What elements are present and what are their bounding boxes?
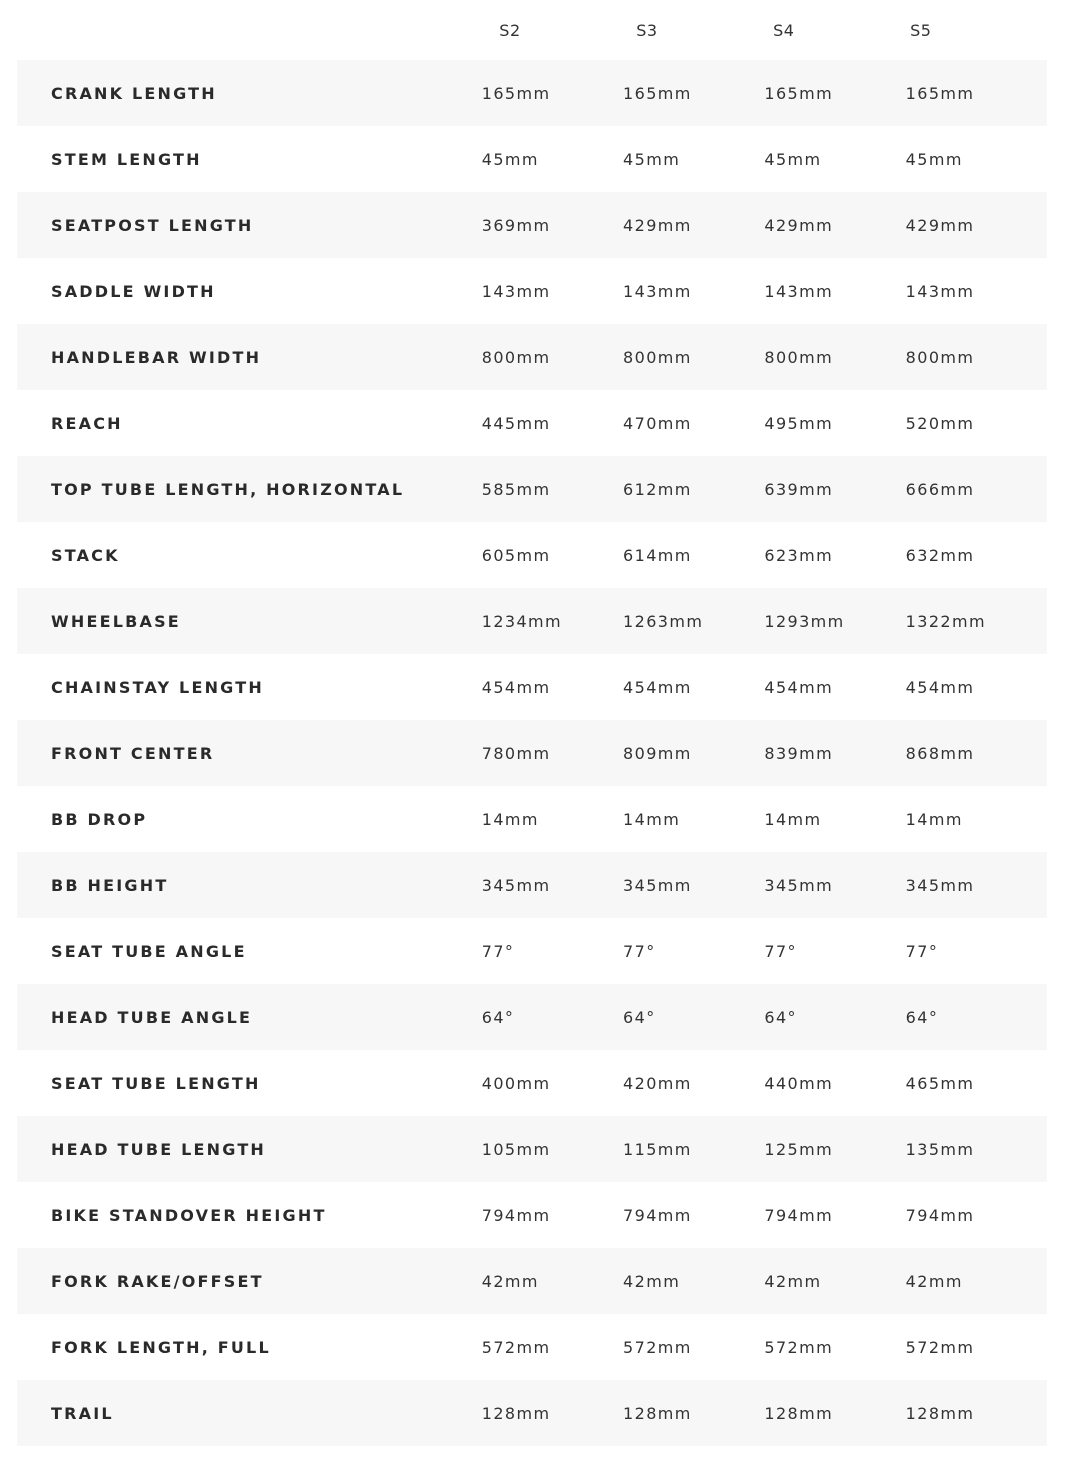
row-value-s2: 143mm bbox=[481, 281, 551, 301]
row-value-s5: 454mm bbox=[905, 677, 975, 697]
row-value-s2: 128mm bbox=[481, 1403, 551, 1423]
geometry-rows bbox=[17, 60, 1047, 1446]
row-value-s3: 42mm bbox=[623, 1271, 681, 1291]
row-label: FRONT CENTER bbox=[51, 743, 215, 763]
row-value-s5: 135mm bbox=[905, 1139, 975, 1159]
row-value-s4: 454mm bbox=[764, 677, 834, 697]
row-label: STACK bbox=[51, 545, 120, 565]
row-value-s5: 666mm bbox=[905, 479, 975, 499]
row-value-s5: 42mm bbox=[905, 1271, 963, 1291]
row-label: SEAT TUBE ANGLE bbox=[51, 941, 247, 961]
row-value-s4: 14mm bbox=[764, 809, 822, 829]
table-row bbox=[17, 852, 1047, 918]
row-value-s4: 143mm bbox=[764, 281, 834, 301]
row-value-s4: 345mm bbox=[764, 875, 834, 895]
row-label: BB DROP bbox=[51, 809, 148, 829]
row-value-s3: 143mm bbox=[623, 281, 692, 301]
row-value-s3: 345mm bbox=[623, 875, 692, 895]
row-label: SEAT TUBE LENGTH bbox=[51, 1073, 261, 1093]
row-value-s2: 45mm bbox=[481, 149, 539, 169]
size-header-row bbox=[17, 0, 1047, 60]
table-row bbox=[17, 984, 1047, 1050]
row-value-s4: 623mm bbox=[764, 545, 834, 565]
row-value-s4: 495mm bbox=[764, 413, 834, 433]
table-row bbox=[17, 258, 1047, 324]
row-value-s5: 64° bbox=[905, 1007, 939, 1027]
table-row bbox=[17, 1182, 1047, 1248]
row-value-s4: 639mm bbox=[764, 479, 834, 499]
row-value-s5: 45mm bbox=[905, 149, 963, 169]
row-label: BIKE STANDOVER HEIGHT bbox=[51, 1205, 327, 1225]
table-row bbox=[17, 918, 1047, 984]
row-value-s2: 400mm bbox=[481, 1073, 551, 1093]
row-value-s5: 1322mm bbox=[905, 611, 986, 631]
row-value-s4: 572mm bbox=[764, 1337, 834, 1357]
table-row bbox=[17, 390, 1047, 456]
row-value-s3: 128mm bbox=[623, 1403, 692, 1423]
row-value-s3: 614mm bbox=[623, 545, 692, 565]
row-label: BB HEIGHT bbox=[51, 875, 169, 895]
row-value-s3: 77° bbox=[623, 941, 656, 961]
row-value-s4: 64° bbox=[764, 1007, 797, 1027]
row-label: FORK RAKE/OFFSET bbox=[51, 1271, 264, 1291]
row-value-s2: 800mm bbox=[481, 347, 551, 367]
row-value-s5: 143mm bbox=[905, 281, 975, 301]
geometry-table bbox=[17, 0, 1047, 1446]
row-value-s3: 165mm bbox=[623, 83, 692, 103]
row-label: CHAINSTAY LENGTH bbox=[51, 677, 264, 697]
row-value-s3: 45mm bbox=[623, 149, 681, 169]
row-value-s2: 585mm bbox=[481, 479, 551, 499]
row-value-s2: 77° bbox=[481, 941, 515, 961]
size-header-s3: S3 bbox=[636, 20, 658, 40]
row-value-s4: 800mm bbox=[764, 347, 834, 367]
row-label: FORK LENGTH, FULL bbox=[51, 1337, 271, 1357]
row-value-s2: 165mm bbox=[481, 83, 551, 103]
row-value-s2: 1234mm bbox=[481, 611, 563, 631]
row-value-s2: 42mm bbox=[481, 1271, 539, 1291]
row-value-s5: 345mm bbox=[905, 875, 975, 895]
row-value-s4: 42mm bbox=[764, 1271, 822, 1291]
row-value-s2: 445mm bbox=[481, 413, 551, 433]
row-label: SADDLE WIDTH bbox=[51, 281, 216, 301]
table-row bbox=[17, 456, 1047, 522]
table-row bbox=[17, 1050, 1047, 1116]
row-value-s3: 800mm bbox=[623, 347, 692, 367]
row-value-s4: 45mm bbox=[764, 149, 822, 169]
row-label: CRANK LENGTH bbox=[51, 83, 217, 103]
row-value-s5: 429mm bbox=[905, 215, 975, 235]
row-value-s5: 165mm bbox=[905, 83, 975, 103]
table-row bbox=[17, 324, 1047, 390]
table-row bbox=[17, 1116, 1047, 1182]
table-row bbox=[17, 60, 1047, 126]
row-value-s4: 125mm bbox=[764, 1139, 834, 1159]
row-value-s2: 64° bbox=[481, 1007, 515, 1027]
row-value-s2: 345mm bbox=[481, 875, 551, 895]
row-value-s5: 572mm bbox=[905, 1337, 975, 1357]
row-value-s4: 440mm bbox=[764, 1073, 834, 1093]
table-row bbox=[17, 1380, 1047, 1446]
row-value-s3: 809mm bbox=[623, 743, 692, 763]
row-value-s4: 429mm bbox=[764, 215, 834, 235]
row-value-s3: 1263mm bbox=[623, 611, 704, 631]
row-value-s2: 369mm bbox=[481, 215, 551, 235]
row-value-s3: 794mm bbox=[623, 1205, 692, 1225]
row-value-s5: 800mm bbox=[905, 347, 975, 367]
row-label: STEM LENGTH bbox=[51, 149, 202, 169]
table-row bbox=[17, 522, 1047, 588]
size-header-s4: S4 bbox=[773, 20, 795, 40]
size-header-s2: S2 bbox=[499, 20, 521, 40]
row-value-s4: 77° bbox=[764, 941, 797, 961]
row-label: SEATPOST LENGTH bbox=[51, 215, 254, 235]
row-value-s4: 165mm bbox=[764, 83, 834, 103]
table-row bbox=[17, 786, 1047, 852]
row-value-s3: 454mm bbox=[623, 677, 692, 697]
row-value-s3: 612mm bbox=[623, 479, 692, 499]
row-value-s4: 839mm bbox=[764, 743, 834, 763]
row-label: TRAIL bbox=[51, 1403, 114, 1423]
row-value-s3: 470mm bbox=[623, 413, 692, 433]
table-row bbox=[17, 126, 1047, 192]
table-row bbox=[17, 1314, 1047, 1380]
row-value-s4: 128mm bbox=[764, 1403, 834, 1423]
row-label: TOP TUBE LENGTH, HORIZONTAL bbox=[51, 479, 405, 499]
table-row bbox=[17, 720, 1047, 786]
row-value-s5: 794mm bbox=[905, 1205, 975, 1225]
row-value-s5: 632mm bbox=[905, 545, 975, 565]
row-value-s4: 1293mm bbox=[764, 611, 845, 631]
row-value-s3: 420mm bbox=[623, 1073, 692, 1093]
row-value-s5: 465mm bbox=[905, 1073, 975, 1093]
table-row bbox=[17, 588, 1047, 654]
row-value-s2: 454mm bbox=[481, 677, 551, 697]
row-value-s4: 794mm bbox=[764, 1205, 834, 1225]
row-value-s5: 128mm bbox=[905, 1403, 975, 1423]
row-value-s2: 780mm bbox=[481, 743, 551, 763]
row-value-s2: 794mm bbox=[481, 1205, 551, 1225]
row-value-s5: 868mm bbox=[905, 743, 975, 763]
row-value-s3: 14mm bbox=[623, 809, 681, 829]
row-label: HEAD TUBE ANGLE bbox=[51, 1007, 253, 1027]
row-label: WHEELBASE bbox=[51, 611, 181, 631]
row-label: HEAD TUBE LENGTH bbox=[51, 1139, 267, 1159]
row-label: HANDLEBAR WIDTH bbox=[51, 347, 262, 367]
table-row bbox=[17, 192, 1047, 258]
row-value-s2: 105mm bbox=[481, 1139, 551, 1159]
row-value-s5: 14mm bbox=[905, 809, 963, 829]
row-value-s3: 572mm bbox=[623, 1337, 692, 1357]
row-value-s5: 77° bbox=[905, 941, 939, 961]
row-label: REACH bbox=[51, 413, 123, 433]
row-value-s3: 115mm bbox=[623, 1139, 692, 1159]
table-row bbox=[17, 654, 1047, 720]
row-value-s2: 14mm bbox=[481, 809, 539, 829]
row-value-s3: 429mm bbox=[623, 215, 692, 235]
size-header-s5: S5 bbox=[910, 20, 932, 40]
row-value-s2: 572mm bbox=[481, 1337, 551, 1357]
table-row bbox=[17, 1248, 1047, 1314]
row-value-s2: 605mm bbox=[481, 545, 551, 565]
row-value-s5: 520mm bbox=[905, 413, 975, 433]
row-value-s3: 64° bbox=[623, 1007, 656, 1027]
